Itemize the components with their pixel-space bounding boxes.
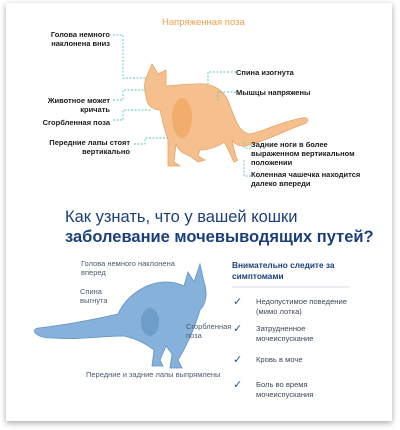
label-hind-legs-vertical: Задние ноги в более выраженном вертикальном положении xyxy=(251,140,355,167)
label-may-scream: Животное может кричать xyxy=(47,96,110,114)
symptom-item: Затрудненное мочеиспускание xyxy=(256,324,314,343)
top-section-title: Напряженная поза xyxy=(162,17,245,28)
label-hunched: Сгорбленная поза xyxy=(186,322,232,340)
check-icon: ✓ xyxy=(233,379,243,391)
label-front-legs-vertical: Передние лапы стоят вертикально xyxy=(49,138,130,156)
label-tense-muscles: Мышцы напряжены xyxy=(236,88,311,97)
symptom-item: Недопустимое поведение (мимо лотка) xyxy=(256,297,347,316)
label-legs-straightened: Передние и задние лапы выпрямлены xyxy=(86,370,221,379)
orange-cat-muscle-shade xyxy=(172,98,192,138)
label-arched-back: Спина изогнута xyxy=(236,68,294,77)
check-icon: ✓ xyxy=(233,296,243,308)
label-head-tilted: Голова немного наклонена вниз xyxy=(50,30,110,48)
label-hunched-posture: Сгорбленная поза xyxy=(42,118,110,127)
symptoms-title: Внимательно следите за симптомами xyxy=(232,260,335,281)
blue-cat-illustration xyxy=(34,264,206,368)
heading-line-2: заболевание мочевыводящих путей? xyxy=(65,228,374,246)
check-icon: ✓ xyxy=(233,323,243,335)
heading-line-1: Как узнать, что у вашей кошки xyxy=(65,208,298,226)
blue-cat-shade xyxy=(141,308,159,336)
label-kneecap-forward: Коленная чашечка находится далеко впереди xyxy=(251,170,361,188)
label-back-arched: Спина выгнута xyxy=(80,287,108,305)
symptom-item: Кровь в моче xyxy=(256,355,303,364)
check-icon: ✓ xyxy=(233,354,243,366)
symptom-item: Боль во время мочеиспускания xyxy=(256,380,314,399)
label-head-forward: Голова немного наклонена вперед xyxy=(81,259,175,277)
